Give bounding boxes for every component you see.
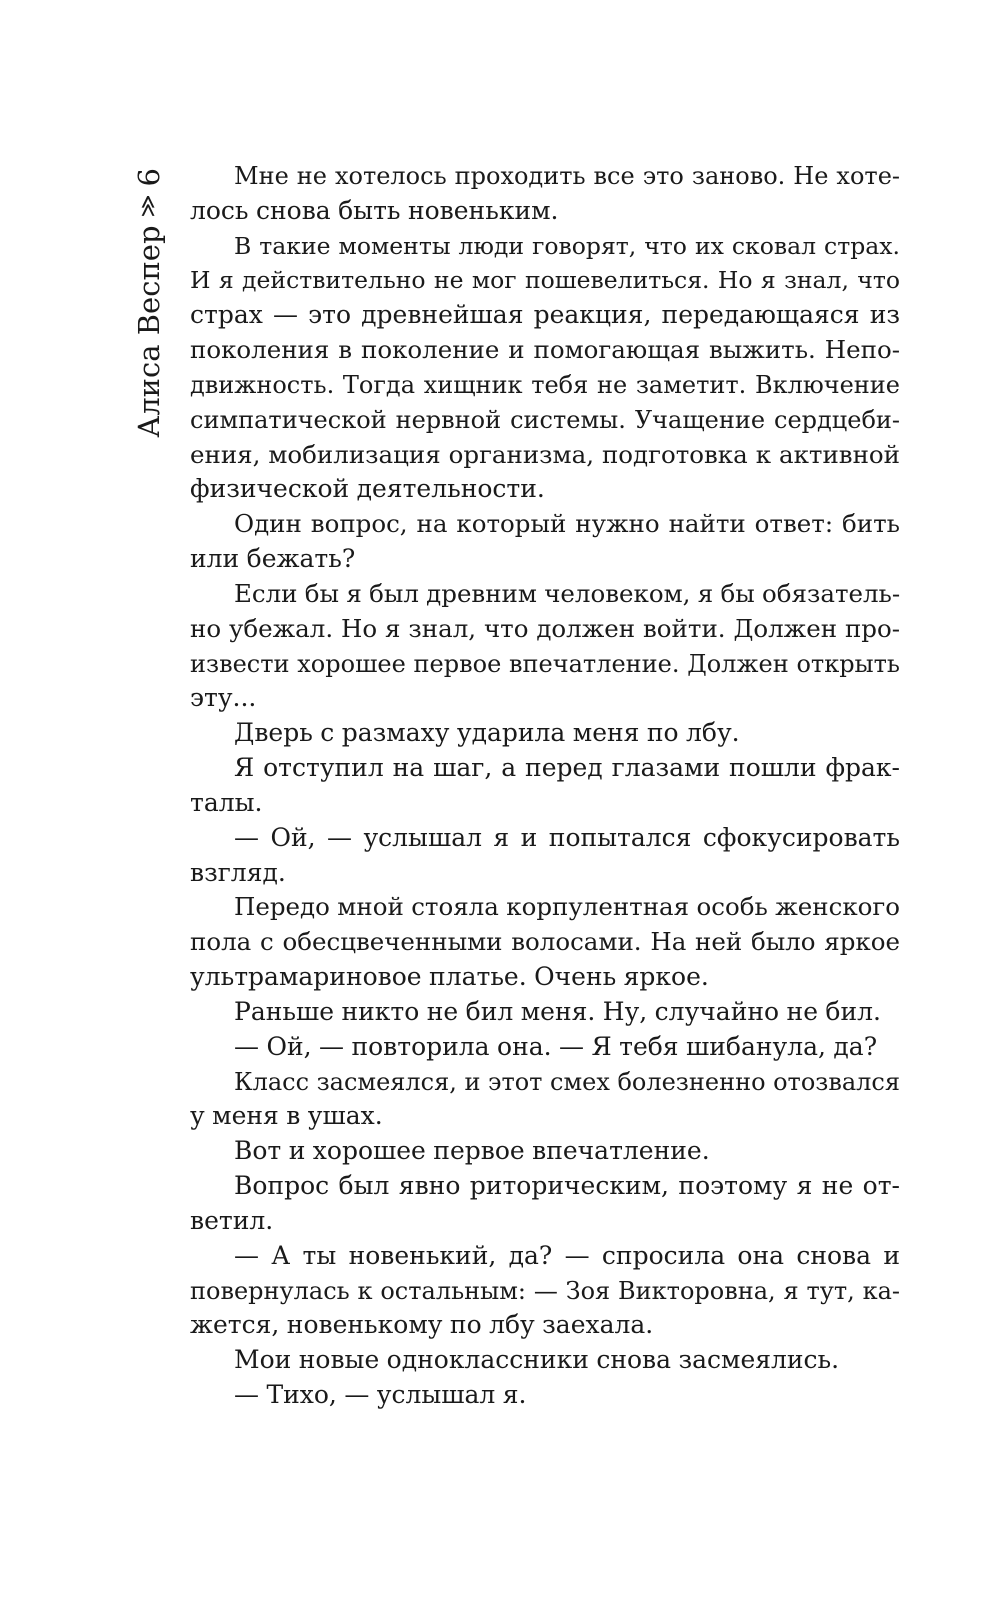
text-line: или бежать? <box>190 544 356 574</box>
text-line: Если бы я был древним человеком, я бы обязатель- <box>234 578 901 608</box>
text-line: ения, мобилизация организма, подготовка к активной <box>190 439 900 469</box>
text-line: талы. <box>190 787 263 817</box>
text-line: Вопрос был явно риторическим, поэтому я не от- <box>234 1171 900 1201</box>
text-line: ультрамариновое платье. Очень яркое. <box>190 962 709 992</box>
text-line: пола с обесцвеченными волосами. На ней было яркое <box>190 927 900 957</box>
text-line: повернулась к остальным: — Зоя Викторовна, я тут, ка- <box>190 1276 900 1305</box>
running-head <box>131 168 167 458</box>
text-line: страх — это древнейшая реакция, передающаяся из <box>190 300 900 330</box>
body-text <box>190 159 900 1413</box>
text-line: Дверь с размаху ударила меня по лбу. <box>234 718 740 748</box>
text-line: но убежал. Но я знал, что должен войти. Должен про- <box>190 613 900 643</box>
running-head-rotated <box>131 168 167 458</box>
text-line: Раньше никто не бил меня. Ну, случайно не бил. <box>234 996 881 1026</box>
text-line: физической деятельности. <box>190 474 545 504</box>
text-line: взгляд. <box>190 857 286 887</box>
text-line: Один вопрос, на который нужно найти ответ: бить <box>234 509 900 539</box>
text-line: лось снова быть новеньким. <box>190 195 559 225</box>
text-line: поколения в поколение и помогающая выжить. Непо- <box>190 335 900 365</box>
text-line: Вот и хорошее первое впечатление. <box>234 1136 710 1166</box>
text-line: жется, новенькому по лбу заехала. <box>190 1310 654 1340</box>
text-line: — Ой, — услышал я и попытался сфокусировать <box>234 822 900 852</box>
text-line: — Тихо, — услышал я. <box>234 1379 527 1409</box>
text-line: В такие моменты люди говорят, что их сковал страх. <box>234 231 900 260</box>
text-line: ветил. <box>190 1205 274 1235</box>
text-line: Мои новые одноклассники снова засмеялись. <box>234 1345 840 1375</box>
text-line: Я отступил на шаг, а перед глазами пошли фрак- <box>234 753 900 783</box>
text-line: извести хорошее первое впечатление. Должен открыть <box>190 649 900 678</box>
text-line: симпатической нервной системы. Учащение сердцеби- <box>190 405 900 434</box>
text-line: Класс засмеялся, и этот смех болезненно отозвался <box>234 1067 900 1096</box>
text-line: у меня в ушах. <box>190 1101 383 1131</box>
text-line: движность. Тогда хищник тебя не заметит. Включение <box>190 370 900 399</box>
text-line: Передо мной стояла корпулентная особь женского <box>234 892 900 922</box>
page-number: 6 <box>132 168 166 187</box>
text-line: Мне не хотелось проходить все это заново. Не хоте- <box>234 162 900 190</box>
text-line: эту... <box>190 683 257 713</box>
ornament-icon: ≫ <box>136 194 161 218</box>
text-line: И я действительно не мог пошевелиться. Но я знал, что <box>190 266 900 295</box>
text-line: — Ой, — повторила она. — Я тебя шибанула, да? <box>234 1031 878 1061</box>
text-line: — А ты новенький, да? — спросила она снова и <box>234 1240 900 1270</box>
author-name: Алиса Веспер <box>132 225 166 438</box>
